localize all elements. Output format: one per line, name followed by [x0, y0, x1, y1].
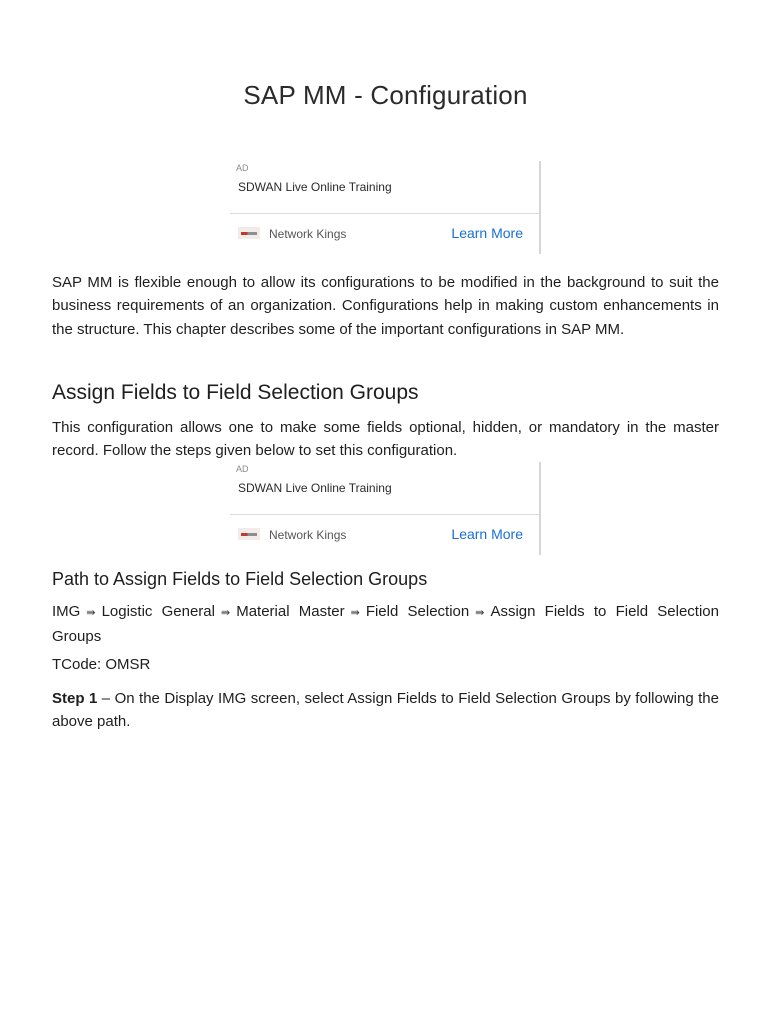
ad-advertiser-name: Network Kings: [269, 528, 347, 542]
transaction-code: TCode: OMSR: [52, 656, 151, 673]
path-step: Field Selection: [365, 603, 470, 620]
step-1: [52, 687, 719, 734]
page-title: SAP MM - Configuration: [243, 80, 528, 110]
step-label: Step 1: [52, 690, 98, 707]
learn-more-button[interactable]: Learn More: [451, 526, 523, 542]
learn-more-button[interactable]: Learn More: [451, 225, 523, 241]
ad-advertiser-name: Network Kings: [269, 227, 347, 241]
path-step: IMG: [52, 603, 81, 620]
ad-marker: AD: [236, 163, 249, 173]
ad-headline[interactable]: SDWAN Live Online Training: [238, 180, 392, 194]
path-arrow-icon: ⇛: [220, 607, 231, 619]
ad-banner[interactable]: [230, 462, 541, 555]
ad-banner[interactable]: [230, 161, 541, 254]
path-arrow-icon: ⇛: [86, 607, 96, 619]
ad-marker: AD: [236, 464, 249, 474]
ad-divider: [230, 514, 539, 515]
path-arrow-icon: ⇛: [475, 607, 485, 619]
path-arrow-icon: ⇛: [350, 607, 360, 619]
section-heading: Assign Fields to Field Selection Groups: [52, 381, 419, 404]
advertiser-logo-icon: [238, 227, 260, 239]
section-description: This configuration allows one to make some fields optional, hidden, or mandatory in the master record. Follow the steps given below to set this configuration.: [52, 419, 719, 460]
menu-path: [52, 600, 719, 649]
path-step: Logistic General: [101, 603, 215, 620]
path-step: Material Master: [236, 603, 345, 620]
path-heading: Path to Assign Fields to Field Selection Groups: [52, 569, 428, 589]
step-text: – On the Display IMG screen, select Assign Fields to Field Selection Groups by following the above path.: [52, 690, 719, 731]
path-step: Assign Fields to Field Selection Groups: [52, 603, 719, 646]
ad-divider: [230, 213, 539, 214]
advertiser-logo-icon: [238, 528, 260, 540]
ad-headline[interactable]: SDWAN Live Online Training: [238, 481, 392, 495]
intro-paragraph: SAP MM is flexible enough to allow its configurations to be modified in the background to suit the business requirements of an organization. Configurations help in making custom enhancements in the structure. This chapter describes some of the important configurations in SAP MM.: [52, 274, 719, 338]
